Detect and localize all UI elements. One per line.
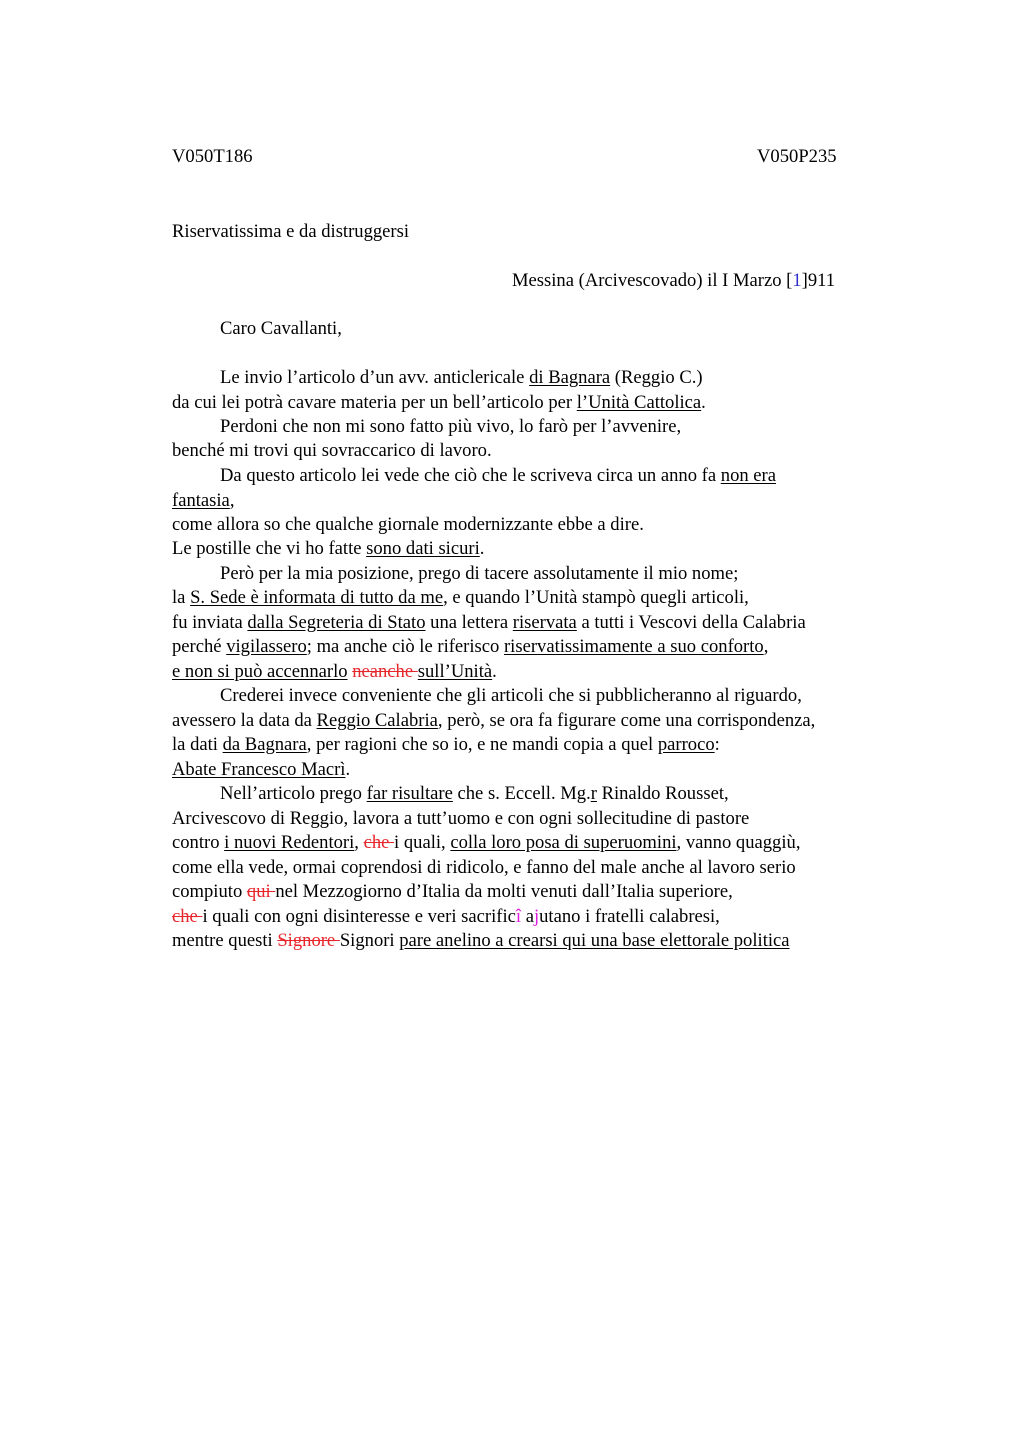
text: nel Mezzogiorno d’Italia da molti venuti dall’Italia superiore, [275, 881, 733, 902]
text: che s. Eccell. Mg. [452, 783, 591, 804]
text: Nell’articolo prego [220, 783, 367, 804]
text: avessero la data da [172, 710, 317, 731]
dateline-prefix: Messina (Arcivescovado) il I Marzo [ [512, 270, 793, 291]
text: utano i fratelli calabresi, [539, 906, 720, 927]
confidential-notice: Riservatissima e da distruggersi [172, 221, 410, 242]
text: ; ma anche ciò le riferisco [306, 636, 504, 657]
text: , [763, 636, 769, 657]
body-line [172, 538, 484, 560]
text: contro [172, 832, 225, 853]
text: perché [172, 636, 227, 657]
underlined-text: dalla Segreteria di Stato [247, 612, 426, 633]
text: i quali, [394, 832, 451, 853]
text: Signori [339, 930, 400, 951]
underlined-text: i nuovi Redentori [224, 832, 355, 853]
dateline [512, 270, 835, 292]
text: , però, se ora fa figurare come una corrispondenza, [437, 710, 816, 731]
dateline-editorial-insert: 1 [792, 270, 802, 291]
text: la dati [172, 734, 223, 755]
body-line: benché mi trovi qui sovraccarico di lavoro. [172, 440, 492, 461]
underlined-text: S. Sede è informata di tutto da me [190, 587, 444, 608]
text: Le invio l’articolo d’un avv. anticlericale [220, 367, 530, 388]
corrected-text: î [515, 906, 522, 927]
underlined-text: parroco [657, 734, 715, 755]
text: . [479, 538, 485, 559]
text: : [714, 734, 720, 755]
text: , per ragioni che so io, e ne mandi copia a quel [306, 734, 658, 755]
body-line [172, 636, 768, 658]
body-line [220, 783, 729, 805]
body-line [172, 710, 815, 732]
text: Le postille che vi ho fatte [172, 538, 367, 559]
underlined-text: riservatissimamente a suo conforto [503, 636, 764, 657]
underlined-text: l’Unità Cattolica [576, 392, 702, 413]
underlined-text: sono dati sicuri [366, 538, 480, 559]
body-line [172, 881, 733, 903]
salutation: Caro Cavallanti, [220, 318, 342, 339]
underlined-text: r [590, 783, 597, 804]
document-code-left: V050T186 [172, 146, 253, 167]
underlined-text: vigilassero [226, 636, 307, 657]
text: a [521, 906, 534, 927]
body-line [172, 392, 706, 414]
text: fu inviata [172, 612, 248, 633]
underlined-text: fantasia [172, 490, 230, 511]
text: a tutti i Vescovi della Calabria [576, 612, 806, 633]
deleted-text: qui [246, 881, 276, 902]
text: Da questo articolo lei vede che ciò che le scriveva circa un anno fa [220, 465, 721, 486]
dateline-suffix: ]911 [801, 270, 836, 291]
text: compiuto [172, 881, 247, 902]
underlined-text: colla loro posa di superuomini [450, 832, 677, 853]
body-line: come ella vede, ormai coprendosi di ridicolo, e fanno del male anche al lavoro serio [172, 857, 796, 878]
body-line [172, 930, 790, 952]
corrected-text: j [533, 906, 540, 927]
text: . [492, 661, 497, 682]
underlined-text: da Bagnara [222, 734, 307, 755]
text: da cui lei potrà cavare materia per un bell’articolo per [172, 392, 577, 413]
underlined-text: pare anelino a crearsi qui una base elettorale politica [399, 930, 790, 951]
body-line: Arcivescovo di Reggio, lavora a tutt’uomo e con ogni sollecitudine di pastore [172, 808, 750, 829]
document-code-right: V050P235 [757, 146, 837, 167]
underlined-text: Abate Francesco Macrì [172, 759, 346, 780]
text: mentre questi [172, 930, 278, 951]
underlined-text: Reggio Calabria [316, 710, 438, 731]
body-line: come allora so che qualche giornale modernizzante ebbe a dire. [172, 514, 644, 535]
deleted-text: che [172, 906, 203, 927]
text: , [354, 832, 364, 853]
body-line [172, 490, 234, 512]
body-line [220, 367, 703, 389]
deleted-text: neanche [352, 661, 418, 682]
text: , vanno quaggiù, [676, 832, 801, 853]
text: la [172, 587, 191, 608]
text: i quali con ogni disinteresse e veri sacrific [202, 906, 516, 927]
body-line [172, 734, 720, 756]
text: Rinaldo Rousset, [596, 783, 729, 804]
body-line [172, 661, 497, 683]
text: una lettera [425, 612, 513, 633]
body-line: Però per la mia posizione, prego di tacere assolutamente il mio nome; [220, 563, 739, 584]
underlined-text: far risultare [366, 783, 453, 804]
body-line [172, 906, 720, 928]
body-line: Perdoni che non mi sono fatto più vivo, lo farò per l’avvenire, [220, 416, 682, 437]
body-line [172, 587, 749, 609]
underlined-text: non era [720, 465, 777, 486]
body-line [220, 465, 776, 487]
body-line [172, 759, 350, 781]
underlined-text: e non si può accennarlo [172, 661, 348, 682]
text: . [345, 759, 351, 780]
text: (Reggio C.) [610, 367, 703, 388]
deleted-text: Signore [277, 930, 340, 951]
body-line [172, 612, 806, 634]
underlined-text: riservata [512, 612, 577, 633]
body-line: Crederei invece conveniente che gli articoli che si pubblicheranno al riguardo, [220, 685, 802, 706]
underlined-text: di Bagnara [529, 367, 611, 388]
text: , e quando l’Unità stampò quegli articoli, [443, 587, 749, 608]
text: . [701, 392, 706, 413]
deleted-text: che [363, 832, 395, 853]
body-line [172, 832, 800, 854]
text: , [229, 490, 235, 511]
underlined-text: sull’Unità [417, 661, 493, 682]
